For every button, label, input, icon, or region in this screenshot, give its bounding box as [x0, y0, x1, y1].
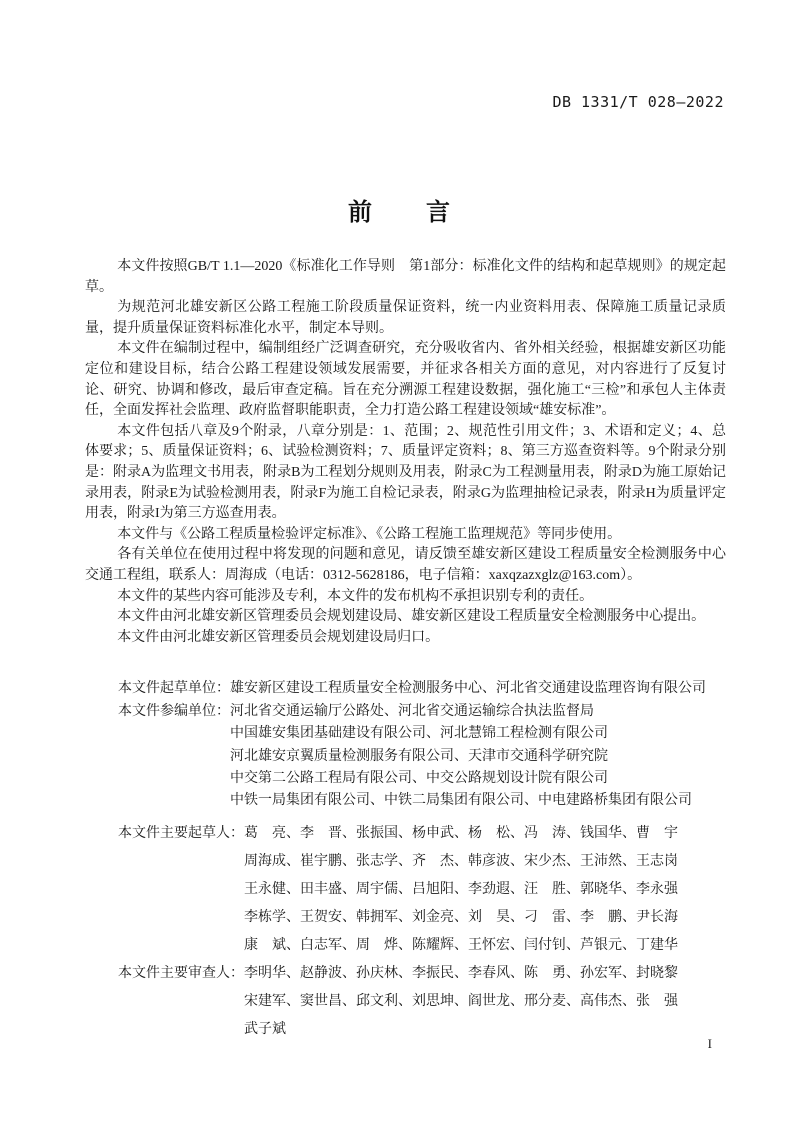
paragraph-patent-disclaimer: 本文件的某些内容可能涉及专利，本文件的发布机构不承担识别专利的责任。 — [117, 588, 594, 604]
paragraph-companion-standards: 本文件与《公路工程质量检验评定标准》、《公路工程施工监理规范》等同步使用。 — [117, 526, 622, 542]
paragraph-proposed-by: 本文件由河北雄安新区管理委员会规划建设局、雄安新区建设工程质量安全检测服务中心提出。 — [117, 609, 706, 625]
main-drafters-row — [118, 820, 726, 960]
participating-unit-line: 中交第二公路工程局有限公司、中交公路规划设计院有限公司 — [230, 770, 608, 786]
foreword-body — [85, 257, 726, 1044]
participating-units-label: 本文件参编单位： — [118, 703, 230, 719]
main-reviewers-lines — [244, 960, 726, 1044]
paragraph-drafting-rules: 本文件按照GB/T 1.1—2020《标准化工作导则 第1部分：标准化文件的结构和起草规则》的规定起草。 — [85, 259, 726, 295]
main-drafters-lines — [244, 820, 726, 960]
paragraph-structure: 本文件包括八章及9个附录，八章分别是：1、范围；2、规范性引用文件；3、术语和定义；4、总体要求；5、质量保证资料；6、试验检测资料；7、质量评定资料；8、第三方巡查资料等。9个附录分别是：附录A为监理文书用表，附录B为工程划分规则及用表，附录C为工程测量用表，附录D为施工原始记录用表，附录E为试验检测用表，附录F为施工自检记录表，附录G为监理抽检记录表，附录H为质量评定用表，附录I为第三方巡查用表。 — [85, 423, 726, 522]
participating-units-row — [118, 701, 726, 813]
drafting-unit-label: 本文件起草单位： — [118, 681, 230, 697]
drafting-unit-line: 雄安新区建设工程质量安全检测服务中心、河北省交通建设监理咨询有限公司 — [230, 681, 706, 697]
paragraph-centralized-by: 本文件由河北雄安新区管理委员会规划建设局归口。 — [117, 629, 440, 645]
foreword-title: 前 言 — [348, 199, 452, 226]
drafting-unit-row — [118, 678, 726, 700]
standard-number: DB 1331/T 028—2022 — [552, 93, 724, 111]
drafter-names-line: 葛 亮、李 晋、张振国、杨申武、杨 松、冯 涛、钱国华、曹 宇 — [244, 825, 678, 841]
reviewer-names-line: 武子斌 — [244, 1021, 286, 1037]
participating-unit-line: 中铁一局集团有限公司、中铁二局集团有限公司、中电建路桥集团有限公司 — [230, 793, 692, 809]
paragraph-compilation-process: 本文件在编制过程中，编制组经广泛调查研究，充分吸收省内、省外相关经验，根据雄安新区功能定位和建设目标，结合公路工程建设领域发展需要，并征求各相关方面的意见，对内容进行了反复讨论、研究、协调和修改，最后审查定稿。旨在充分溯源工程建设数据，强化施工“三检”和承包人主体责任，全面发挥社会监理、政府监督职能职责，全力打造公路工程建设领域“雄安标准”。 — [85, 341, 726, 419]
paragraph-feedback-contact: 各有关单位在使用过程中将发现的问题和意见，请反馈至雄安新区建设工程质量安全检测服务中心交通工程组，联系人：周海成（电话：0312-5628186，电子信箱：xaxqzazxglz@163.com）。 — [85, 547, 726, 583]
units-section — [118, 678, 726, 812]
reviewer-names-line: 宋建军、窦世昌、邱文利、刘思坤、阎世龙、邢分麦、高伟杰、张 强 — [244, 993, 678, 1009]
reviewer-names-line: 李明华、赵静波、孙庆林、李振民、李春风、陈 勇、孙宏军、封晓黎 — [244, 965, 678, 981]
main-reviewers-row — [118, 960, 726, 1044]
participating-units-lines — [230, 701, 726, 813]
drafter-names-line: 王永健、田丰盛、周宇儒、吕旭阳、李劲遐、汪 胜、郭晓华、李永强 — [244, 881, 678, 897]
drafting-unit-lines — [230, 678, 726, 700]
main-reviewers-label: 本文件主要审查人： — [118, 965, 244, 981]
drafter-names-line: 康 斌、白志军、周 烨、陈耀辉、王怀宏、闫付钊、芦银元、丁建华 — [244, 937, 678, 953]
participating-unit-line: 中国雄安集团基础建设有限公司、河北慧锦工程检测有限公司 — [230, 726, 608, 742]
drafter-names-line: 李栋学、王贺安、韩拥军、刘金亮、刘 昊、刁 雷、李 鹏、尹长海 — [244, 909, 678, 925]
paragraph-purpose: 为规范河北雄安新区公路工程施工阶段质量保证资料，统一内业资料用表、保障施工质量记录质量，提升质量保证资料标准化水平，制定本导则。 — [85, 300, 726, 336]
page-number: I — [707, 1036, 712, 1051]
participating-unit-line: 河北省交通运输厅公路处、河北省交通运输综合执法监督局 — [230, 703, 594, 719]
participating-unit-line: 河北雄安京翼质量检测服务有限公司、天津市交通科学研究院 — [230, 748, 608, 764]
drafter-names-line: 周海成、崔宇鹏、张志学、齐 杰、韩彦波、宋少杰、王沛然、王志岗 — [244, 853, 678, 869]
main-drafters-label: 本文件主要起草人： — [118, 825, 244, 841]
people-section — [118, 820, 726, 1044]
